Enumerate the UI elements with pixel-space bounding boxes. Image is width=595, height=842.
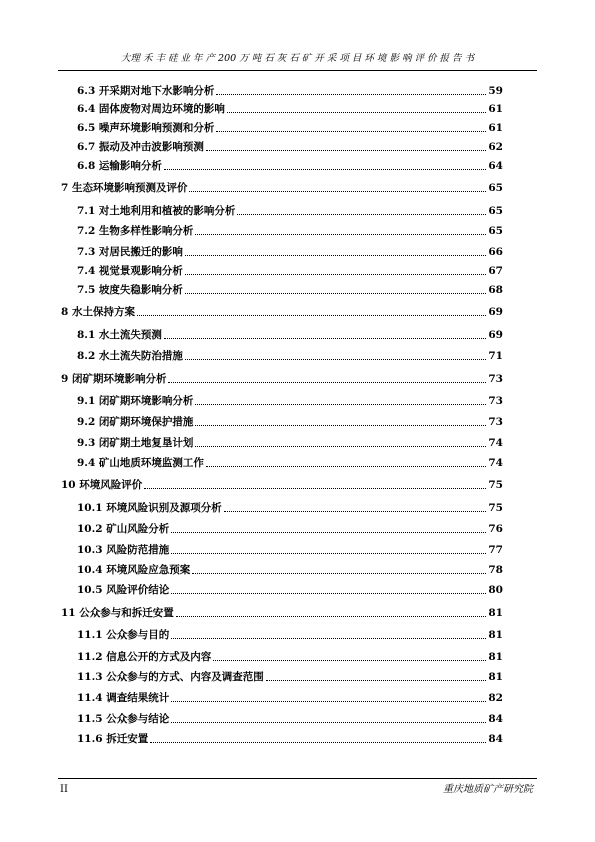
dot-leader [237,213,486,215]
toc-section-entry[interactable] [77,670,503,684]
toc-entry-title: 9.4 矿山地质环境监测工作 [77,457,204,469]
dot-leader [168,381,486,383]
toc-entry-title: 11.5 公众参与结论 [77,713,170,725]
toc-entry-title: 7.5 坡度失稳影响分析 [77,284,183,296]
toc-section-entry[interactable] [77,102,503,116]
toc-section-entry[interactable] [77,712,503,726]
dot-leader [192,572,486,574]
toc-page-number: 81 [488,629,503,641]
toc-entry-title: 10.4 环境风险应急预案 [77,564,191,576]
toc-page-number: 73 [488,373,503,385]
toc-page-number: 69 [488,329,503,341]
toc-entry-title: 10 环境风险评价 [61,479,143,491]
toc-page-number: 81 [488,607,503,619]
dot-leader [176,615,487,617]
toc-entry-title: 11.6 拆迁安置 [77,733,149,745]
toc-entry-title: 7.2 生物多样性影响分析 [77,225,194,237]
dot-leader [164,337,486,339]
toc-section-entry[interactable] [77,691,503,705]
toc-page-number: 81 [488,671,503,683]
toc-entry-title: 9.3 闭矿期土地复垦计划 [77,437,194,449]
dot-leader [171,637,486,639]
toc-section-entry[interactable] [77,583,503,597]
dot-leader [185,273,486,275]
dot-leader [206,465,486,467]
toc-page-number: 59 [488,85,503,97]
toc-section-entry[interactable] [77,394,503,408]
toc-section-entry[interactable] [77,650,503,664]
dot-leader [216,93,486,95]
toc-section-entry[interactable] [77,159,503,173]
toc-page-number: 68 [488,284,503,296]
toc-page-number: 65 [488,182,503,194]
toc-section-entry[interactable] [77,543,503,557]
toc-section-entry[interactable] [77,456,503,470]
toc-page-number: 71 [488,350,503,362]
toc-page-number: 75 [488,479,503,491]
organization-name: 重庆地质矿产研究院 [443,784,533,795]
dot-leader [195,233,486,235]
toc-section-entry[interactable] [77,245,503,259]
toc-section-entry[interactable] [77,224,503,238]
toc-entry-title: 7 生态环境影响预测及评价 [61,182,188,194]
toc-entry-title: 8.1 水土流失预测 [77,329,162,341]
dot-leader [171,700,486,702]
toc-page-number: 65 [488,205,503,217]
toc-section-entry[interactable] [77,436,503,450]
dot-leader [164,168,486,170]
toc-page-number: 81 [488,651,503,663]
toc-section-entry[interactable] [77,349,503,363]
toc-chapter-entry[interactable] [61,478,503,492]
toc-page-number: 84 [488,713,503,725]
dot-leader [171,592,486,594]
toc-page-number: 77 [488,544,503,556]
page-number: II [60,784,68,795]
toc-page-number: 65 [488,225,503,237]
toc-page-number: 76 [488,523,503,535]
toc-page-number: 67 [488,265,503,277]
toc-section-entry[interactable] [77,415,503,429]
dot-leader [171,531,486,533]
toc-page-number: 73 [488,416,503,428]
toc-chapter-entry[interactable] [61,181,503,195]
toc-entry-title: 9.2 闭矿期环境保护措施 [77,416,194,428]
toc-section-entry[interactable] [77,328,503,342]
toc-entry-title: 8.2 水土流失防治措施 [77,350,183,362]
toc-page-number: 75 [488,502,503,514]
dot-leader [224,510,487,512]
toc-page-number: 61 [488,103,503,115]
dot-leader [195,445,486,447]
dot-leader [195,424,486,426]
toc-entry-title: 11.2 信息公开的方式及内容 [77,651,212,663]
dot-leader [171,552,486,554]
toc-chapter-entry[interactable] [61,372,503,386]
toc-section-entry[interactable] [77,628,503,642]
toc-section-entry[interactable] [77,204,503,218]
toc-page-number: 82 [488,692,503,704]
toc-section-entry[interactable] [77,264,503,278]
page-footer [58,778,537,799]
dot-leader [185,292,486,294]
toc-entry-title: 10.5 风险评价结论 [77,584,170,596]
toc-entry-title: 11.3 公众参与的方式、内容及调查范围 [77,671,264,683]
toc-section-entry[interactable] [77,140,503,154]
toc-chapter-entry[interactable] [61,606,503,620]
toc-page-number: 74 [488,457,503,469]
toc-page-number: 78 [488,564,503,576]
toc-entry-title: 10.1 环境风险识别及源项分析 [77,502,222,514]
toc-entry-title: 6.3 开采期对地下水影响分析 [77,85,215,97]
dot-leader [216,130,486,132]
toc-entry-title: 6.4 固体废物对周边环境的影响 [77,103,225,115]
toc-entry-title: 6.7 振动及冲击波影响预测 [77,141,204,153]
toc-page-number: 69 [488,306,503,318]
toc-entry-title: 6.8 运输影响分析 [77,160,162,172]
dot-leader [266,679,487,681]
toc-entry-title: 10.3 风险防范措施 [77,544,170,556]
dot-leader [213,659,486,661]
toc-entry-title: 11.4 调查结果统计 [77,692,170,704]
dot-leader [185,254,486,256]
toc-section-entry[interactable] [77,732,503,746]
toc-entry-title: 7.1 对土地利用和植被的影响分析 [77,205,236,217]
toc-section-entry[interactable] [77,522,503,536]
toc-section-entry[interactable] [77,84,503,98]
toc-page-number: 61 [488,122,503,134]
toc-page-number: 66 [488,246,503,258]
dot-leader [227,111,486,113]
toc-chapter-entry[interactable] [61,305,503,319]
toc-entry-title: 9 闭矿期环境影响分析 [61,373,167,385]
dot-leader [144,487,486,489]
dot-leader [171,721,486,723]
toc-section-entry[interactable] [77,121,503,135]
toc-page-number: 64 [488,160,503,172]
running-header [58,52,537,71]
toc-entry-title: 10.2 矿山风险分析 [77,523,170,535]
toc-entry-title: 11.1 公众参与目的 [77,629,170,641]
toc-entry-title: 7.4 视觉景观影响分析 [77,265,183,277]
toc-page-number: 84 [488,733,503,745]
dot-leader [206,149,486,151]
dot-leader [137,314,486,316]
dot-leader [189,190,486,192]
toc-entry-title: 8 水土保持方案 [61,306,135,318]
toc-section-entry[interactable] [77,563,503,577]
toc-entry-title: 11 公众参与和拆迁安置 [61,607,174,619]
toc-entry-title: 7.3 对居民搬迁的影响 [77,246,183,258]
toc-page-number: 62 [488,141,503,153]
toc-page-number: 73 [488,395,503,407]
dot-leader [150,741,486,743]
toc-entry-title: 9.1 闭矿期环境影响分析 [77,395,194,407]
dot-leader [195,403,486,405]
toc-entry-title: 6.5 噪声环境影响预测和分析 [77,122,215,134]
toc-section-entry[interactable] [77,501,503,515]
dot-leader [185,358,486,360]
report-title: 大理 禾 丰 硅 业 年 产 200 万 吨 石 灰 石 矿 开 采 项 目 环 境 影 响 评 价 报 告 书 [120,53,475,64]
toc-page-number: 74 [488,437,503,449]
toc-section-entry[interactable] [77,283,503,297]
toc-page-number: 80 [488,584,503,596]
